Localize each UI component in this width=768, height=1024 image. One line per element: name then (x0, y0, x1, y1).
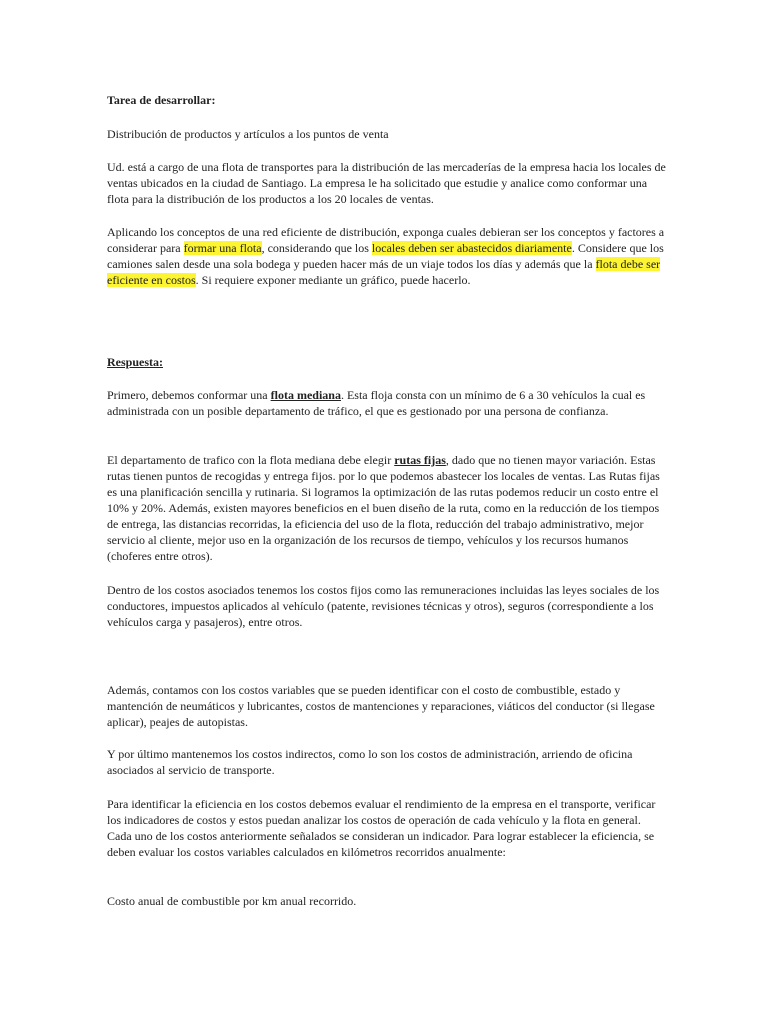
p2-text-4: . Si requiere exponer mediante un gráfico, puede hacerlo. (195, 273, 471, 287)
answer-paragraph-5: Y por último mantenemos los costos indirectos, como lo son los costos de administración, arriendo de oficina asociados al servicio de transporte. (107, 747, 633, 777)
task-paragraph-2 (107, 224, 667, 288)
highlight-formar-flota: formar una flota (183, 241, 262, 255)
highlight-locales-abastecidos: locales deben ser abastecidos diariamente (371, 241, 572, 255)
p3-text-1: Primero, debemos conformar una (107, 388, 271, 402)
task-subtitle: Distribución de productos y artículos a los puntos de venta (107, 127, 389, 141)
p3-text-2: . Esta floja consta con un mínimo de 6 a 30 vehículos la cual es administrada con un posible departamento de tráfico, el que es gestionado por una persona de confianza. (107, 388, 646, 418)
answer-paragraph-6: Para identificar la eficiencia en los costos debemos evaluar el rendimiento de la empresa en el transporte, verificar los indicadores de costos y estos puedan analizar los costos de operación de cada vehículo y la flota en general. Cada uno de los costos anteriormente señalados se consideran un indicador. Para lograr establecer la eficiencia, se deben evaluar los costos variables calculados en kilómetros recorridos anualmente: (107, 797, 656, 859)
answer-paragraph-2 (107, 452, 667, 564)
p2-text-2: , considerando que los (261, 241, 372, 255)
answer-paragraph-3: Dentro de los costos asociados tenemos los costos fijos como las remuneraciones incluidas las leyes sociales de los conductores, impuestos aplicados al vehículo (patente, revisiones técnicas y otros), seguros (correspondiente a los vehículos carga y pasajeros), entre otros. (107, 583, 660, 629)
answer-paragraph-4: Además, contamos con los costos variables que se pueden identificar con el costo de combustible, estado y mantención de neumáticos y lubricantes, costos de mantenciones y reparaciones, viáticos del conductor (si llegase aplicar), peajes de autopistas. (107, 683, 655, 729)
flota-mediana-term: flota mediana (270, 388, 341, 402)
task-heading: Tarea de desarrollar: (107, 93, 216, 107)
rutas-fijas-term: rutas fijas (394, 453, 446, 467)
p4-text-1: El departamento de trafico con la flota mediana debe elegir (107, 453, 395, 467)
p2-text-3: . Considere que los camiones salen desde una sola bodega y pueden hacer más de un viaje todos los días y además que la (107, 241, 664, 271)
task-paragraph-1: Ud. está a cargo de una flota de transportes para la distribución de las mercaderías de la empresa hacia los locales de ventas ubicados en la ciudad de Santiago. La empresa le ha solicitado que estudie y analice como conformar una flota para la distribución de los productos a los 20 locales de ventas. (107, 160, 666, 206)
answer-paragraph-7: Costo anual de combustible por km anual recorrido. (107, 894, 357, 908)
answer-paragraph-1 (107, 387, 667, 419)
answer-heading: Respuesta: (107, 355, 163, 369)
p2-text-1: Aplicando los conceptos de una red eficiente de distribución, exponga cuales debieran ser los conceptos y factores a considerar para (107, 225, 665, 255)
highlight-flota-eficiente: flota debe ser eficiente en costos (107, 257, 661, 287)
p4-text-2: , dado que no tienen mayor variación. Estas rutas tienen puntos de recogidas y entrega fijos. por lo que podemos abastecer los locales de ventas. Las Rutas fijas es una planificación sencilla y rutinaria. Si logramos la optimización de las rutas podemos reducir un costo entre el 10% y 20%. Además, existen mayores beneficios en el buen diseño de la ruta, como en la reducción de los tiempos de entrega, las distancias recorridas, la eficiencia del uso de la flota, reducción del trabajo administrativo, mejor servicio al cliente, mejor uso en la organización de los recursos de tiempo, vehículos y los recursos humanos (choferes entre otros). (107, 453, 660, 563)
